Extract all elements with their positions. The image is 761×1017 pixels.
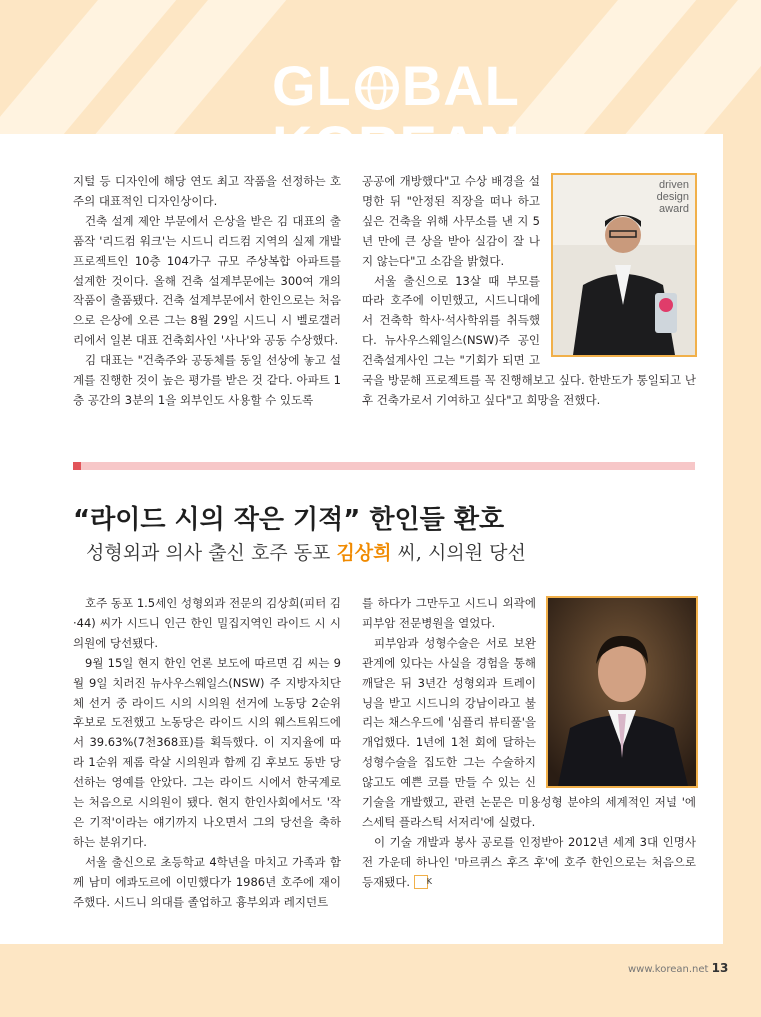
award-sign-text: award (659, 203, 689, 215)
paragraph: 지털 등 디자인에 해당 연도 최고 작품을 선정하는 호주의 대표적인 디자인상이다. (73, 174, 341, 208)
paragraph: 9월 15일 현지 한인 언론 보도에 따르면 김 씨는 9월 9일 치러진 뉴사우스웨일스(NSW) 주 지방자치단체 선거 중 라이드 시의 시의원 선거에 노동당 2순위 후보로 도전했고 노동당은 라이드 시의 웨스트워드에서 39.63%(7천368표)를 획득했다. 이 지지율에 따라 1순위 제롬 락살 시의원과 함께 김 후보도 동반 당선하는 영예를 안았다. 그는 라이드 시에서 한국계로는 처음으로 시의원이 됐다. 현지 한인사회에서도 '작은 기적'이라는 얘기까지 나오면서 그의 당선을 축하하는 분위기다. (73, 655, 341, 849)
doctor-photo (546, 596, 698, 788)
article2-left-column (73, 594, 341, 913)
architect-photo (551, 173, 697, 357)
footer-url: www.korean.net (628, 964, 709, 975)
award-sign-text: design (656, 191, 689, 203)
paragraph: 건축 설계 제안 부문에서 은상을 받은 김 대표의 출품작 '리드컴 워크'는 시드니 리드컴 지역의 실제 개발프로젝트인 10층 104가구 규모 주상복합 아파트를 설계한 것이다. 올해 건축 설계부문에는 300여 개의 작품이 출품됐다. 건축 설계부문에서 한인으로는 처음으로 은상에 오른 그는 8월 29일 시드니 시 벨로갤러리에서 일본 대표 건축회사인 '사나'와 공동 수상했다. (73, 213, 341, 348)
page-number: 13 (711, 961, 729, 975)
article2-headline: “라이드 시의 작은 기적” 한인들 환호 (73, 505, 505, 535)
paragraph: 이 기술 개발과 봉사 공로를 인정받아 2012년 세계 3대 인명사전 가운데 하나인 '마르퀴스 후즈 후'에 호주 한인으로는 처음으로 등재됐다. K (362, 834, 696, 889)
paragraph: 서울 출신으로 13살 때 부모를 따라 호주에 이민했고, 시드니대에서 건축학 학사·석사학위를 취득했다. 뉴사우스웨일스(NSW)주 공인 건축설계사인 그는 "기회가 되면 고국을 방문해 프로젝트를 꼭 진행해보고 싶다. 한반도가 통일되고 난 후 건축가로서 기여하고 싶다"고 희망을 전했다. (362, 273, 696, 407)
page-footer (628, 961, 728, 975)
masthead-title: GL BAL KOREAN (272, 54, 521, 177)
section-divider (73, 462, 695, 470)
paragraph: 피부암과 성형수술은 서로 보완 관계에 있다는 사실을 경험을 통해 깨달은 뒤 3년간 성형외과 트레이닝을 받고 시드니의 강남이라고 불리는 채스우드에 '심플리 뷰티풀'을 개업했다. 1년에 1천 회에 달하는 성형수술을 집도한 그는 수술하지 않고도 예쁜 코를 만들 수 있는 신기술을 개발했고, 관련 논문은 미용성형 분야의 세계적인 저널 '에스세틱 플라스틱 서저리'에 실렸다. (362, 635, 696, 829)
highlight-name: 김상희 (336, 542, 392, 564)
paragraph: 김 대표는 "건축주와 공동체를 동일 선상에 놓고 설계를 진행한 것이 높은 평가를 받은 것 같다. 아파트 1층 공간의 3분의 1을 외부인도 사용할 수 있도록 (73, 353, 341, 407)
article1-left-column (73, 172, 341, 411)
paragraph: 서울 출신으로 초등학교 4학년을 마치고 가족과 함께 남미 에콰도르에 이민했다가 1986년 호주에 재이주했다. 시드니 의대를 졸업하고 흉부외과 레지던트 (73, 854, 341, 909)
paragraph: 공공에 개방했다"고 수상 배경을 설명한 뒤 "안정된 직장을 떠나 하고 싶은 건축을 위해 사무소를 낸 지 5년 만에 큰 상을 받아 실감이 잘 나지 않는다"고 소감을 밝혔다. (362, 174, 540, 268)
right-decor-band (723, 134, 761, 944)
award-sign-text: driven (659, 179, 689, 191)
globe-icon (354, 65, 400, 111)
paragraph: 를 하다가 그만두고 시드니 외곽에 피부암 전문병원을 열었다. (362, 596, 536, 630)
end-mark-icon: K (414, 875, 428, 889)
paragraph: 호주 동포 1.5세인 성형외과 전문의 김상희(피터 김·44) 씨가 시드니 인근 한인 밀집지역인 라이드 시 시의원에 당선됐다. (73, 596, 341, 650)
footer-band (0, 944, 761, 1017)
article2-subhead: 성형외과 의사 출신 호주 동포 김상희 씨, 시의원 당선 (86, 542, 526, 564)
